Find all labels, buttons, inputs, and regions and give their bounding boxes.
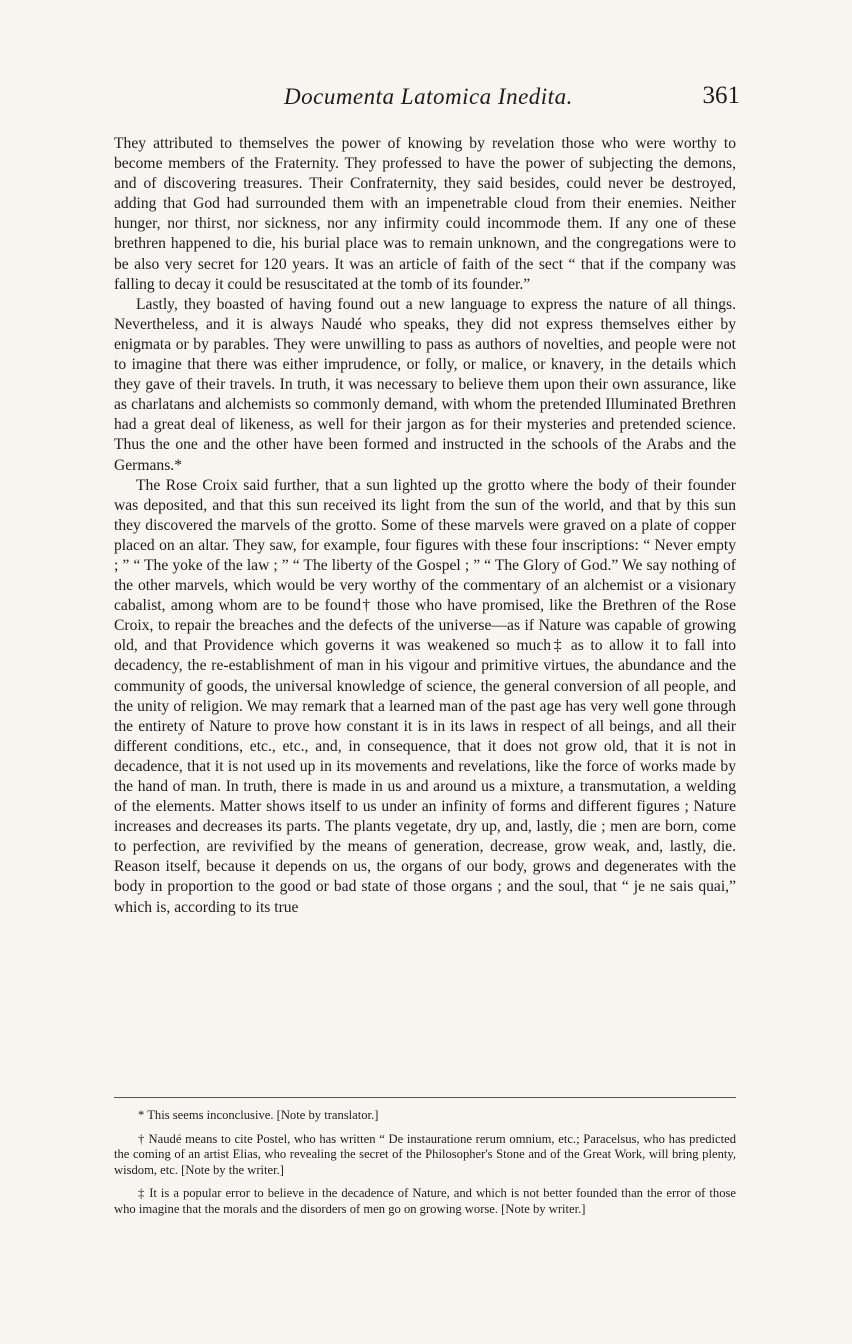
paragraph: The Rose Croix said further, that a sun lighted up the grotto where the body of their founder was deposited, and that this sun received its light from the sun of the world, and that by this sun they discovered the marvels of the grotto. Some of these marvels were graved on a plate of copper placed on an altar. They saw, for example, four figures with these four inscriptions: “ Never empty ; ” “ The yoke of the law ; ” “ The liberty of the Gospel ; ” “ The Glory of God.” We say nothing of the other marvels, which would be very worthy of the commentary of an alchemist or a visionary cabalist, among whom are to be found† those who have promised, like the Brethren of the Rose Croix, to repair the breaches and the defects of the universe—as if Nature was capable of growing old, and that Providence which governs it was weakened so much‡ as to allow it to fall into decadency, the re-establishment of man in his vigour and primitive virtues, the abundance and the community of goods, the universal knowledge of science, the general conversion of all people, and the unity of religion. We may remark that a learned man of the past age has very well gone through the entirety of Nature to prove how constant it is in its laws in respect of all beings, and all their different conditions, etc., etc., and, in consequence, that it does not grow old, that it is not in decadence, that it is not used up in its movements and revelations, like the force of works made by the hand of man. In truth, there is made in us and around us a mixture, a transmutation, a welding of the elements. Matter shows itself to us under an infinity of forms and different figures ; Nature increases and decreases its parts. The plants vegetate, dry up, and, lastly, die ; men are born, come to perfection, are revivified by the means of generation, decrease, grow weak, and, lastly, die. Reason itself, because it depends on us, the organs of our body, grows and degenerates with the body in proportion to the good or bad state of those organs ; and the soul, that “ je ne sais quai,” which is, according to its true (114, 476, 736, 916)
body-text (114, 134, 736, 918)
footnote: † Naudé means to cite Postel, who has written “ De instauratione rerum omnium, etc.; Paracelsus, who has predicted the coming of an artist Elias, who revealing the secret of the Philosopher's Stone and of the Great Work, will bring plenty, wisdom, etc. [Note by the writer.] (114, 1131, 736, 1177)
footnote: * This seems inconclusive. [Note by translator.] (138, 1108, 379, 1122)
running-title: Documenta Latomica Inedita. (284, 84, 573, 109)
footnote: ‡ It is a popular error to believe in the decadence of Nature, and which is not better founded than the error of those who imagine that the morals and the disorders of men go on growing worse. [Note by writer.] (114, 1186, 736, 1216)
footnote-divider (114, 1097, 736, 1098)
page-number: 361 (702, 82, 740, 109)
paragraph: Lastly, they boasted of having found out a new language to express the nature of all things. Nevertheless, and it is always Naudé who speaks, they did not express themselves either by enigmata or by parables. They were unwilling to pass as authors of novelties, and people were not to imagine that there was either imprudence, or folly, or malice, or knavery, in the details which they gave of their travels. In truth, it was necessary to believe them upon their own assurance, like as charlatans and alchemists so commonly demand, with whom the pretended Illuminated Brethren had a great deal of likeness, as well for their jargon as for their mysteries and pretended science. Thus the one and the other have been formed and instructed in the schools of the Arabs and the Germans.* (114, 295, 736, 474)
page-header (114, 84, 740, 120)
paragraph: They attributed to themselves the power of knowing by revelation those who were worthy to become members of the Fraternity. They professed to have the power of subjecting the demons, and of discovering treasures. Their Confraternity, they said besides, could never be destroyed, adding that God had surrounded them with an impenetrable cloud from their enemies. Neither hunger, nor thirst, nor sickness, nor any infirmity could incommode them. If any one of these brethren happened to die, his burial place was to remain unknown, and the congregations were to be also very secret for 120 years. It was an article of faith of the sect “ that if the company was falling to decay it could be resuscitated at the tomb of its founder.” (114, 135, 736, 293)
footnotes (114, 1108, 736, 1226)
